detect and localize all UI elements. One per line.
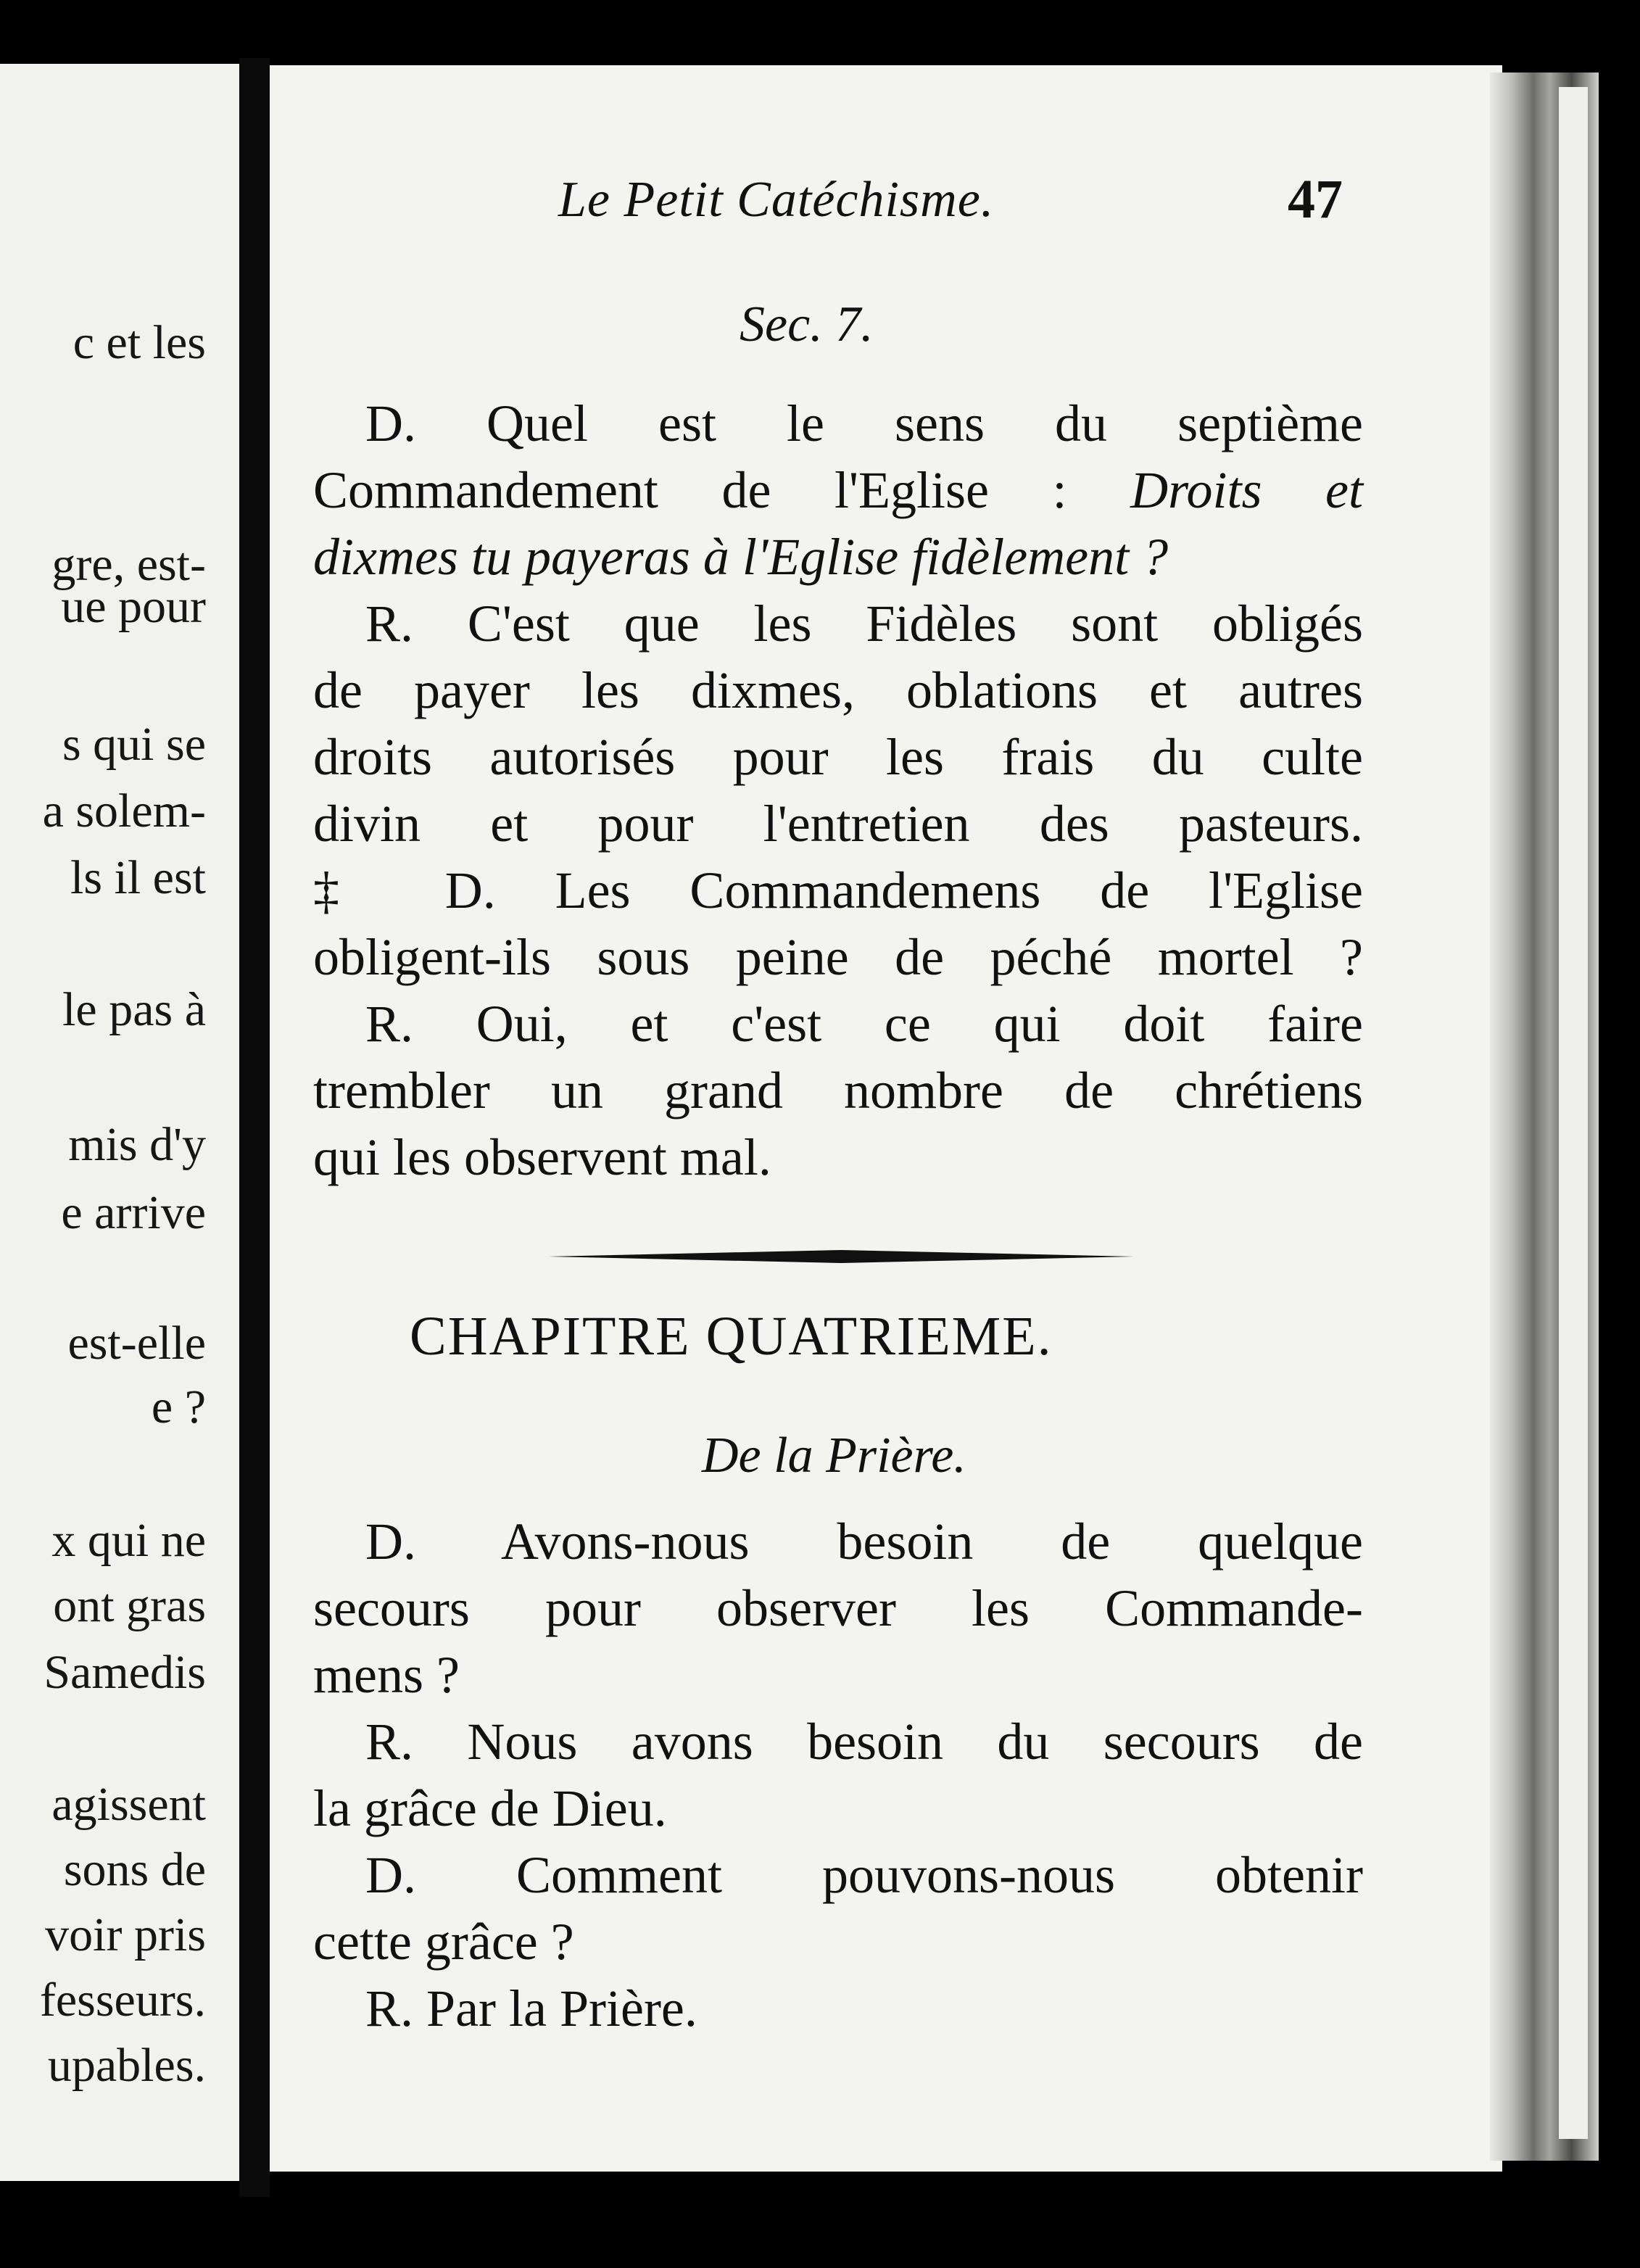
answer-line: de payer les dixmes, oblations et autres [313,661,1363,719]
question-text: D. Les Commandemens de l'Eglise [385,861,1364,919]
left-fragment: ue pour [61,580,206,633]
answer-line: droits autorisés pour les frais du culte [313,728,1363,786]
page-number: 47 [1288,169,1343,230]
question-line: mens ? [313,1646,460,1704]
running-head: Le Petit Catéchisme. [558,172,995,228]
question-line: D. Avons-nous besoin de quelque [365,1512,1363,1570]
book-gutter [239,58,270,2197]
left-fragment: mis d'y [68,1118,206,1171]
left-fragment: ont gras [53,1579,206,1632]
left-facing-page [0,64,239,2181]
left-fragment: ls il est [70,851,206,904]
question-line: cette grâce ? [313,1913,574,1971]
left-fragment: est-elle [67,1317,206,1370]
left-fragment: agissent [51,1778,206,1831]
left-fragment: sons de [63,1843,206,1896]
question-line: secours pour observer les Commande- [313,1579,1363,1637]
answer-line: la grâce de Dieu. [313,1779,667,1837]
answer-line: qui les observent mal. [313,1128,771,1186]
left-fragment: e ? [151,1381,206,1433]
chapter-title: CHAPITRE QUATRIEME. [410,1306,1053,1367]
answer-line: trembler un grand nombre de chrétiens [313,1061,1363,1119]
answer-line: R. C'est que les Fidèles sont obligés [365,595,1363,653]
page-edge-light [1559,87,1588,2139]
left-fragment: fesseurs. [39,1974,206,2027]
question-line: D. Quel est le sens du septième [365,394,1363,452]
question-italic-text: Droits et [1130,461,1363,519]
question-italic-line: dixmes tu payeras à l'Eglise fidèlement ? [313,528,1169,586]
question-line [313,461,1363,519]
double-dagger-icon: ‡ [313,861,386,919]
left-fragment: voir pris [45,1908,206,1961]
decorative-rule [548,1249,1134,1265]
left-fragment: upables. [47,2039,206,2092]
left-fragment: c et les [73,316,206,369]
left-fragment: le pas à [62,983,206,1036]
chapter-subtitle: De la Prière. [702,1428,966,1483]
section-title: Sec. 7. [740,297,874,352]
answer-line: R. Nous avons besoin du secours de [365,1713,1363,1771]
answer-line: R. Par la Prière. [365,1979,697,2037]
answer-line: R. Oui, et c'est ce qui doit faire [365,995,1363,1053]
left-fragment: s qui se [62,718,206,771]
question-line: D. Comment pouvons-nous obtenir [365,1846,1363,1904]
left-fragment: a solem- [42,785,206,837]
answer-line: divin et pour l'entretien des pasteurs. [313,795,1363,853]
question-line: obligent-ils sous peine de péché mortel ? [313,928,1363,986]
left-fragment: gre, est- [51,538,206,591]
left-fragment: e arrive [61,1186,206,1239]
left-fragment: x qui ne [51,1514,206,1567]
question-text: Commandement de l'Eglise : [313,461,1131,519]
left-fragment: Samedis [44,1646,206,1699]
question-line [313,861,1364,919]
